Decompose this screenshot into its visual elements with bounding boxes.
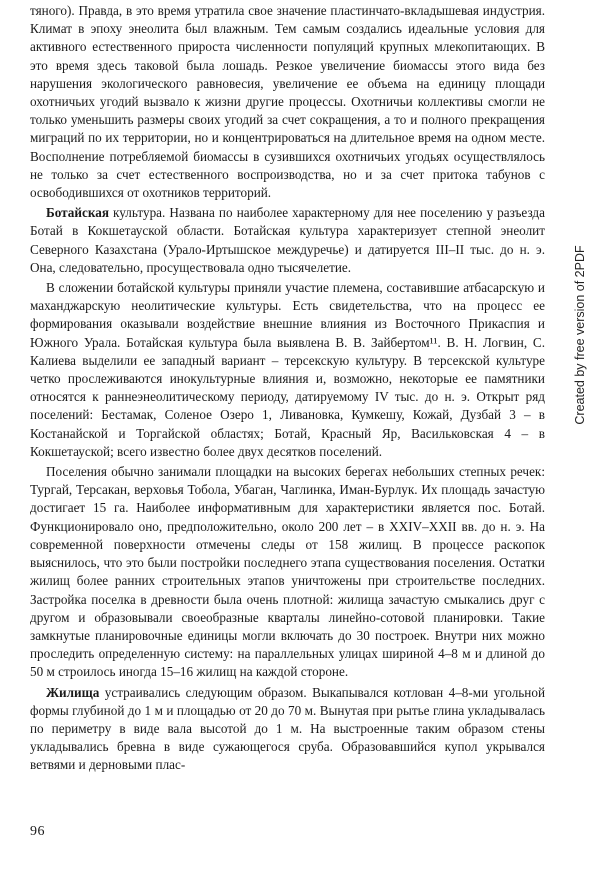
run-in-heading-dwellings: Жилища	[46, 684, 100, 700]
paragraph-dwellings-text: устраивались следующим образом. Выкапывался котлован 4–8-ми угольной формы глубиной до 1 м и площадью от 20 до 70 м. Вынутая при рытье глина укладывалась по периметру в виде вала высотой до 1 м. На выстроенные таким образом стены укладывались бревна в виде сужающегося сруба. Образовавшийся купол укрывался ветвями и дерновыми плас-	[30, 684, 545, 773]
watermark	[569, 190, 591, 480]
paragraph-dwellings	[30, 684, 545, 775]
paragraph-formation	[30, 279, 545, 461]
paragraph-formation-text: В сложении ботайской культуры приняли участие племена, составившие атбасарскую и маханджарскую неолитические культуры. Есть свидетельства, что на процесс ее формирования оказывали воздействие внешние влияния из Восточного Прикаспия и Южного Урала. Ботайская культура была выявлена В. В. Зайбертом¹¹. В. Н. Логвин, С. Калиева выделили ее западный вариант – терсекскую культуру. В терсекской культуре четко прослеживаются инокультурные влияния и, возможно, некоторые ее памятники относятся к раннеэнеолитическому периоду, датируемому IV тыс. до н. э. Открыт ряд поселений: Бестамак, Соленое Озеро 1, Ливановка, Кумкешу, Кожай, Дузбай 3 – в Костанайской и Торгайской областях; Ботай, Красный Яр, Васильковская 4 – в Кокшетауской; всего известно более двух десятков поселений.	[30, 280, 545, 459]
page-number: 96	[30, 824, 45, 839]
text-column	[30, 2, 545, 775]
paragraph-settlements-text: Поселения обычно занимали площадки на высоких берегах небольших степных речек: Тургай, Терсакан, верховья Тобола, Убаган, Чаглинка, Иман-Бурлук. Их площадь зачастую достигает 15 га. Наиболее информативным для характеристики является пос. Ботай. Функционировало оно, предположительно, около 200 лет – в XXIV–XXII вв. до н. э. На современной поверхности отмечены следы от 158 жилищ. В процессе раскопок выяснилось, что это были постройки последнего этапа существования поселения. Остатки жилищ более ранних строительных этапов уничтожены при строительстве последних. Застройка поселка в древности была очень плотной: жилища зачастую смыкались друг с другом и образовывали своеобразные кварталы линейно-сотовой планировки. Такие замкнутые планировочные единицы могли включать до 30 построек. Внутри них можно проследить определенную систему: на параллельных улицах шириной 4–8 м и длиной до 50 м строилось иногда 15–16 жилищ на каждой стороне.	[30, 464, 545, 680]
paragraph-climate-text: тяного). Правда, в это время утратила свое значение пластинчато-вкладышевая индустрия. Климат в эпоху энеолита был влажным. Тем самым создались идеальные условия для активного естественного прироста численности популяций крупных млекопитающих. В это время здесь таковой была лошадь. Резкое увеличение биомассы этого вида без нарушения экологического равновесия, увеличение ее объема на единицу площади охотничьих угодий вызвало к жизни другие процессы. Охотничьи коллективы смогли не только уменьшить размеры своих угодий за счет сокращения, а то и полного прекращения миграций по их территории, но и концентрироваться на длительное время на одном месте. Восполнение потребляемой биомассы в сузившихся охотничьих угодьях осуществлялось не только за счет естественного воспроизводства, но и за счет притока табунов с освободившихся от охотников территорий.	[30, 3, 545, 201]
paragraph-settlements	[30, 463, 545, 681]
paragraph-botai-culture	[30, 204, 545, 277]
run-in-heading-botai: Ботайская	[46, 205, 109, 221]
watermark-text: Created by free version of 2PDF	[573, 245, 587, 425]
paragraph-climate	[30, 2, 545, 202]
paragraph-botai-culture-text: культура. Названа по наиболее характерному для нее поселению у разъезда Ботай в Кокшетауской области. Ботайская культура характеризует степной энеолит Северного Казахстана (Урало-Иртышское междуречье) и датируется III–II тыс. до н. э. Она, следовательно, просуществовала одно тысячелетие.	[30, 205, 545, 275]
